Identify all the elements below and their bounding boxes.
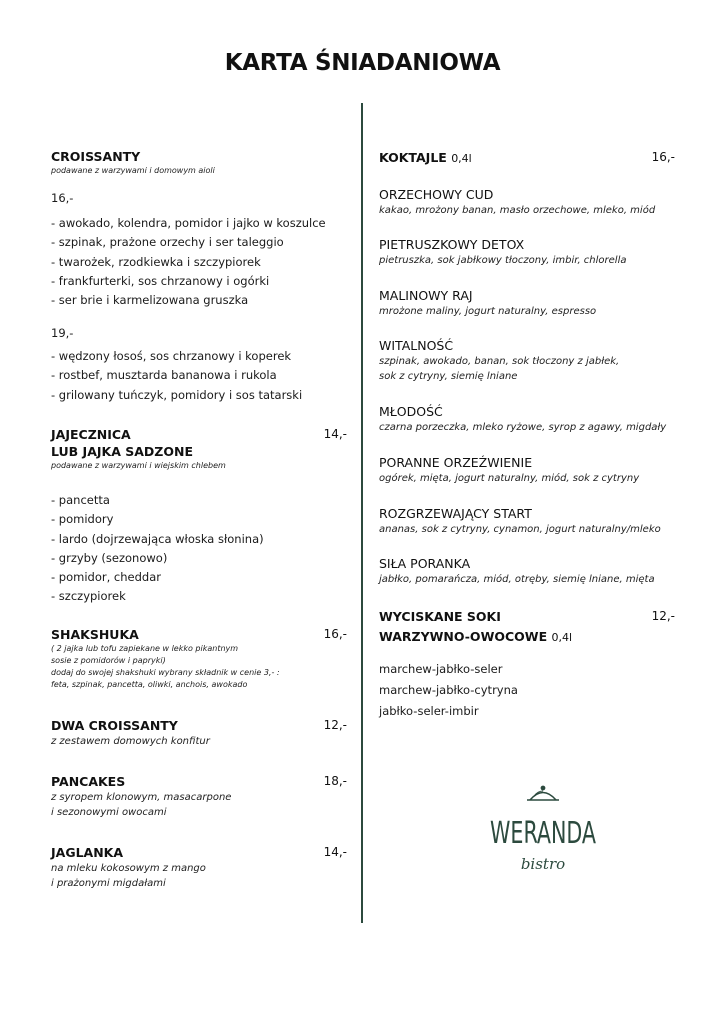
shakshuka-subtitle: dodaj do swojej shakshuki wybrany składnik w cenie 3,- : — [51, 668, 280, 677]
cloche-icon — [527, 786, 559, 800]
drink-desc: ogórek, mięta, jogurt naturalny, miód, sok z cytryny — [379, 473, 640, 484]
jaglanka-subtitle: i prażonymi migdałami — [51, 878, 166, 889]
shakshuka-heading — [51, 626, 347, 643]
drink-name: SIŁA PORANKA — [379, 556, 471, 571]
drink-name: MŁODOŚĆ — [379, 404, 443, 419]
dwa-croissanty-price: 12,- — [323, 718, 347, 732]
drink-name: PORANNE ORZEŹWIENIE — [379, 455, 533, 470]
jajecznica-items — [51, 491, 347, 607]
column-divider — [361, 103, 363, 923]
shakshuka-name: SHAKSHUKA — [51, 627, 139, 642]
pancakes-name: PANCAKES — [51, 774, 126, 789]
drink-desc: kakao, mrożony banan, masło orzechowe, mleko, miód — [379, 205, 656, 216]
koktajle-heading — [379, 149, 675, 167]
list-item: marchew-jabłko-seler — [379, 662, 503, 676]
jaglanka-price: 14,- — [323, 845, 347, 859]
list-item: - pomidor, cheddar — [51, 570, 161, 585]
list-item: jabłko-seler-imbir — [379, 704, 479, 718]
list-item: - lardo (dojrzewająca włoska słonina) — [51, 531, 264, 546]
pancakes-heading — [51, 773, 347, 790]
pancakes-block — [51, 773, 347, 820]
drink-2 — [379, 288, 675, 319]
list-item: - wędzony łosoś, sos chrzanowy i koperek — [51, 349, 292, 363]
left-column — [51, 148, 347, 177]
soki-heading-2 — [379, 628, 675, 646]
list-item: - frankfurterki, sos chrzanowy i ogórki — [51, 273, 270, 288]
croissanty-price-a — [51, 190, 347, 206]
koktajle-unit: 0,4l — [451, 152, 472, 165]
soki-unit: 0,4l — [551, 631, 573, 644]
pancakes-subtitle: i sezonowymi owocami — [51, 807, 167, 818]
croissanty-items-b — [51, 347, 347, 405]
croissanty-heading: CROISSANTY — [51, 149, 141, 164]
price-16: 16,- — [51, 191, 74, 205]
dwa-croissanty-heading — [51, 717, 347, 734]
croissanty-price-b — [51, 325, 347, 341]
list-item: - awokado, kolendra, pomidor i jajko w koszulce — [51, 216, 326, 230]
drink-1 — [379, 237, 675, 268]
dwa-croissanty-name: DWA CROISSANTY — [51, 718, 178, 733]
pancakes-subtitle: z syropem klonowym, masacarpone — [51, 792, 232, 803]
drink-name: ORZECHOWY CUD — [379, 187, 494, 202]
jajecznica-block — [51, 426, 347, 472]
list-item: - pomidory — [51, 512, 114, 527]
jajecznica-subtitle: podawane z warzywami i wiejskim chlebem — [51, 461, 226, 470]
jaglanka-subtitle: na mleku kokosowym z mango — [51, 863, 206, 874]
drink-desc: pietruszka, sok jabłkowy tłoczony, imbir, chlorella — [379, 255, 627, 266]
koktajle-block — [379, 149, 675, 167]
soki-name: WYCISKANE SOKI — [379, 609, 501, 624]
koktajle-name: KOKTAJLE — [379, 150, 447, 165]
soki-block — [379, 608, 675, 646]
drink-name: MALINOWY RAJ — [379, 288, 473, 303]
croissanty-subtitle: podawane z warzywami i domowym aioli — [51, 166, 215, 175]
drink-desc: ananas, sok z cytryny, cynamon, jogurt naturalny/mleko — [379, 524, 661, 535]
list-item: - szczypiorek — [51, 589, 126, 604]
drink-6 — [379, 506, 675, 537]
soki-items — [379, 659, 675, 722]
page-title: KARTA ŚNIADANIOWA — [224, 50, 501, 76]
drink-3 — [379, 338, 675, 384]
list-item: marchew-jabłko-cytryna — [379, 683, 518, 697]
weranda-logo — [488, 783, 598, 878]
list-item: - ser brie i karmelizowana gruszka — [51, 293, 249, 308]
list-item: - szpinak, prażone orzechy i ser taleggio — [51, 235, 284, 250]
list-item: - grzyby (sezonowo) — [51, 550, 168, 565]
koktajle-price: 16,- — [651, 150, 675, 164]
jaglanka-name: JAGLANKA — [51, 845, 124, 860]
soki-name-2: WARZYWNO-OWOCOWE — [379, 629, 548, 644]
croissanty-items-a — [51, 214, 347, 310]
drink-name: PIETRUSZKOWY DETOX — [379, 237, 525, 252]
jaglanka-heading — [51, 844, 347, 861]
drink-name: ROZGRZEWAJĄCY START — [379, 506, 532, 521]
drink-4 — [379, 404, 675, 435]
drink-5 — [379, 455, 675, 486]
logo-brand-text: WERANDA — [490, 816, 597, 851]
drink-desc: mrożone maliny, jogurt naturalny, espresso — [379, 306, 597, 317]
jajecznica-heading — [51, 426, 347, 443]
logo-tagline-text: bistro — [520, 855, 566, 873]
list-item: - twarożek, rzodkiewka i szczypiorek — [51, 254, 261, 269]
jajecznica-price: 14,- — [323, 427, 347, 441]
drink-desc: czarna porzeczka, mleko ryżowe, syrop z agawy, migdały — [379, 422, 667, 433]
shakshuka-subtitle: sosie z pomidorów i papryki) — [51, 656, 166, 665]
soki-heading — [379, 608, 675, 625]
drink-0 — [379, 187, 675, 218]
soki-price: 12,- — [651, 609, 675, 623]
jajecznica-name: JAJECZNICA — [51, 427, 131, 442]
drink-name: WITALNOŚĆ — [379, 338, 454, 353]
shakshuka-price: 16,- — [323, 627, 347, 641]
drink-desc: jabłko, pomarańcza, miód, otręby, siemię lniane, mięta — [379, 574, 655, 585]
jaglanka-block — [51, 844, 347, 891]
list-item: - rostbef, musztarda bananowa i rukola — [51, 368, 277, 383]
list-item: - grilowany tuńczyk, pomidory i sos tatarski — [51, 387, 303, 402]
price-19: 19,- — [51, 326, 74, 340]
shakshuka-subtitle: ( 2 jajka lub tofu zapiekane w lekko pikantnym — [51, 644, 239, 653]
drink-desc: sok z cytryny, siemię lniane — [379, 371, 518, 382]
dwa-croissanty-block — [51, 717, 347, 749]
drink-desc: szpinak, awokado, banan, sok tłoczony z jabłek, — [379, 356, 620, 367]
drink-7 — [379, 556, 675, 587]
shakshuka-subtitle: feta, szpinak, pancetta, oliwki, anchois, awokado — [51, 680, 248, 689]
list-item: - pancetta — [51, 493, 110, 507]
pancakes-price: 18,- — [323, 774, 347, 788]
dwa-croissanty-subtitle: z zestawem domowych konfitur — [51, 736, 210, 747]
shakshuka-block — [51, 626, 347, 691]
jajecznica-heading-2: LUB JAJKA SADZONE — [51, 444, 193, 459]
